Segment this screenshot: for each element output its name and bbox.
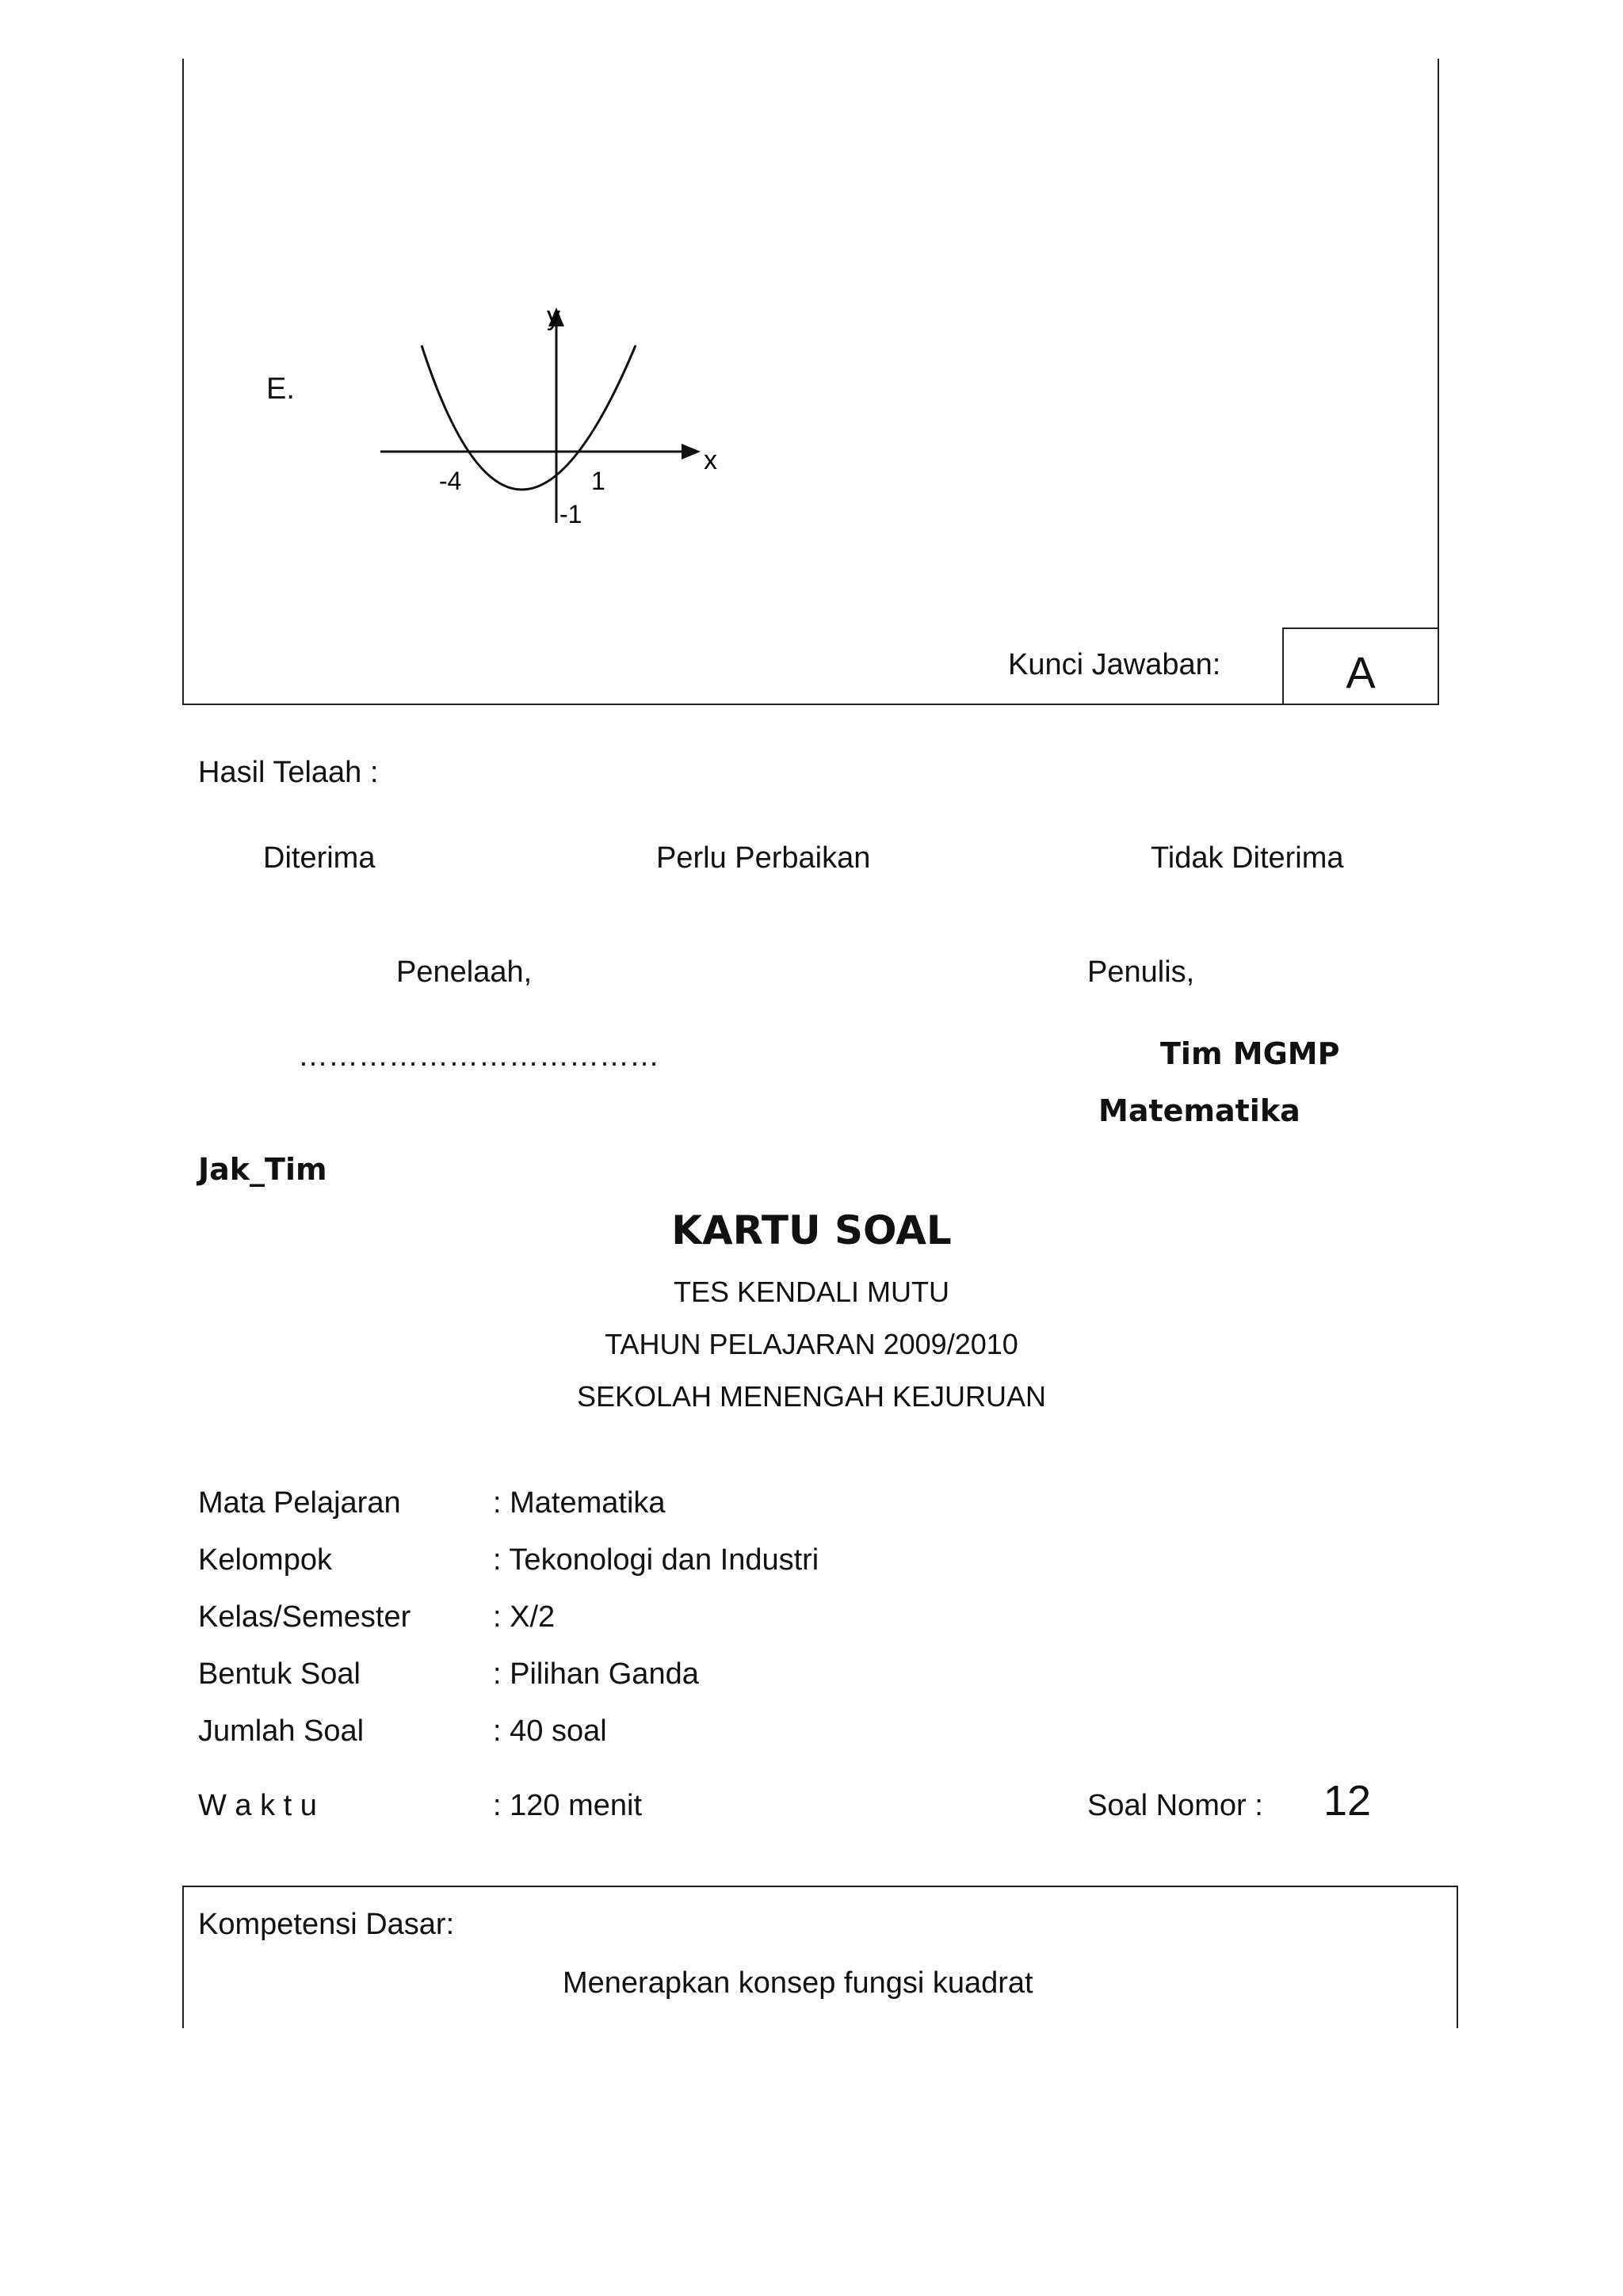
info-value-subject: : Matematika (493, 1486, 666, 1520)
reviewer-signature-line: ……………………………… (298, 1039, 659, 1073)
review-option-rejected: Tidak Diterima (1151, 841, 1344, 875)
competency-label: Kompetensi Dasar: (198, 1908, 455, 1941)
option-e-label: E. (266, 372, 295, 406)
card-subtitle-year: TAHUN PELAJARAN 2009/2010 (605, 1328, 1018, 1360)
info-label-type: Bentuk Soal (198, 1657, 361, 1691)
x-axis-arrow (682, 444, 701, 460)
card-subtitle-test: TES KENDALI MUTU (673, 1276, 950, 1308)
parabola-graph (365, 293, 729, 539)
info-label-time: W a k t u (198, 1789, 317, 1822)
review-option-revision: Perlu Perbaikan (656, 841, 871, 875)
competency-value: Menerapkan konsep fungsi kuadrat (563, 1966, 1033, 2000)
competency-box (182, 1886, 1458, 2028)
writer-label: Penulis, (1087, 955, 1195, 989)
root-right-label: 1 (591, 467, 605, 495)
card-title: KARTU SOAL (671, 1207, 952, 1253)
card-subtitle-school: SEKOLAH MENENGAH KEJURUAN (576, 1380, 1047, 1413)
question-number-label: Soal Nomor : (1087, 1789, 1263, 1822)
reviewer-label: Penelaah, (396, 955, 533, 989)
info-label-count: Jumlah Soal (198, 1714, 365, 1748)
y-intercept-label: -1 (559, 500, 582, 528)
question-number-value: 12 (1323, 1777, 1372, 1825)
review-title: Hasil Telaah : (198, 756, 379, 789)
review-option-accepted: Diterima (263, 841, 376, 875)
answer-key-label: Kunci Jawaban: (1008, 648, 1221, 681)
root-left-label: -4 (439, 467, 462, 495)
info-label-subject: Mata Pelajaran (198, 1486, 401, 1520)
writer-name-line2: Matematika (1098, 1093, 1300, 1128)
info-value-class: : X/2 (493, 1600, 556, 1634)
info-value-group: : Tekonologi dan Industri (493, 1543, 819, 1577)
info-value-time: : 120 menit (493, 1789, 642, 1822)
info-value-type: : Pilihan Ganda (493, 1657, 699, 1691)
answer-key-value: A (1346, 647, 1376, 697)
writer-name-line1: Tim MGMP (1160, 1036, 1340, 1071)
writer-name-line3: Jak_Tim (198, 1152, 327, 1187)
answer-key-cell (1282, 627, 1439, 705)
info-label-class: Kelas/Semester (198, 1600, 411, 1634)
y-axis-label: y (547, 301, 560, 331)
info-label-group: Kelompok (198, 1543, 332, 1577)
x-axis-label: x (704, 445, 717, 475)
info-value-count: : 40 soal (493, 1714, 607, 1748)
